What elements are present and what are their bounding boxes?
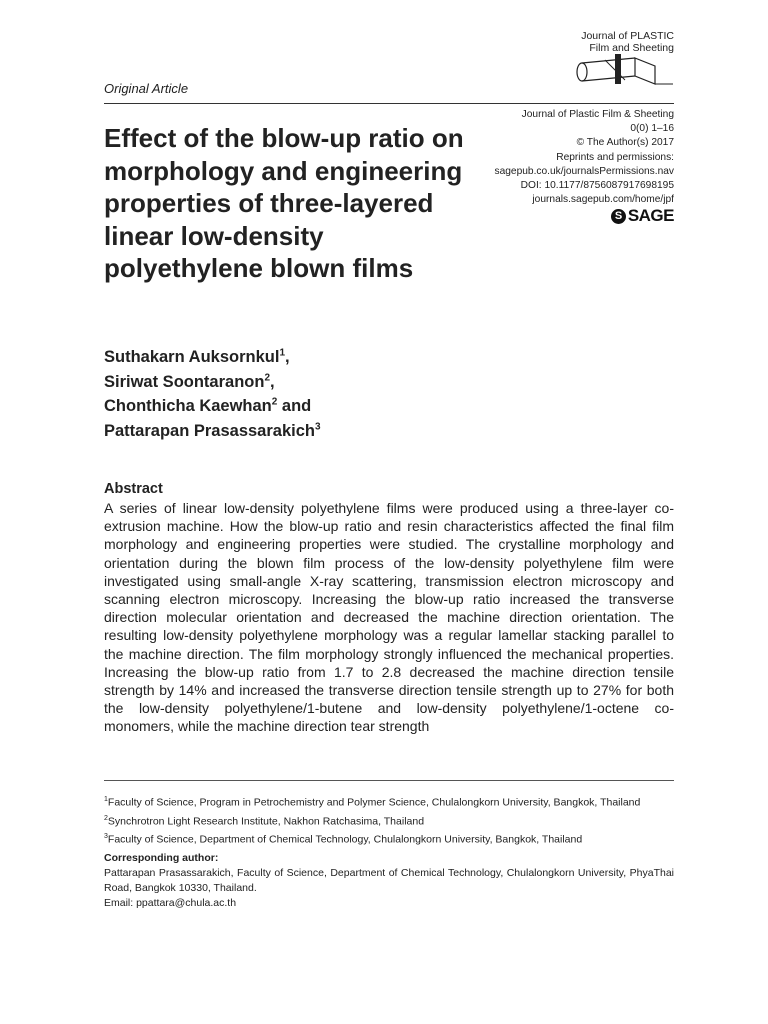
publisher-name: SAGE	[627, 206, 674, 225]
affiliation-1: $^1$Faculty of Science, Program in Petrochemistry and Polymer Science, Chulalongkorn University, Bangkok, Thailand	[104, 796, 641, 809]
journal-logo-graphic	[575, 54, 675, 86]
journal-logo-line-1: Journal of PLASTIC	[581, 30, 674, 42]
corresponding-author-address: Pattarapan Prasassarakich, Faculty of Science, Department of Chemical Technology, Chulalongkorn University, PhyaThai Road, Bangkok 10330, Thailand.	[104, 866, 674, 894]
article-metadata	[494, 108, 674, 207]
footnote-rule	[104, 780, 674, 781]
meta-copyright: © The Author(s) 2017	[576, 137, 674, 149]
affiliation-3: $^3$Faculty of Science, Department of Chemical Technology, Chulalongkorn University, Bangkok, Thailand	[104, 833, 583, 846]
abstract-heading: Abstract	[104, 481, 163, 497]
author-list	[104, 345, 524, 443]
meta-doi[interactable]: DOI: 10.1177/8756087917698195	[520, 180, 674, 192]
article-title: Effect of the blow-up ratio on morphology and engineering properties of three-layered linear low-density polyethylene blown films	[104, 123, 464, 283]
journal-logo-text	[581, 30, 674, 54]
author-3: Chonthicha Kaewhan$^2$ and	[104, 396, 312, 415]
corresponding-author-heading: Corresponding author:	[104, 851, 219, 864]
author-1: Suthakarn Auksornkul$^1$,	[104, 347, 290, 366]
header-rule	[104, 103, 674, 104]
author-4: Pattarapan Prasassarakich$^3$	[104, 421, 321, 440]
meta-journal: Journal of Plastic Film & Sheeting	[521, 109, 674, 120]
journal-logo-line-2: Film and Sheeting	[589, 42, 674, 54]
meta-homepage[interactable]: journals.sagepub.com/home/jpf	[532, 194, 674, 206]
affiliation-2: $^2$Synchrotron Light Research Institute, Nakhon Ratchasima, Thailand	[104, 814, 425, 827]
corresponding-author-email[interactable]: Email: ppattara@chula.ac.th	[104, 896, 237, 909]
meta-reprints: Reprints and permissions:	[556, 151, 674, 163]
meta-volume: 0(0) 1–16	[630, 123, 674, 135]
author-2: Siriwat Soontaranon$^2$,	[104, 372, 275, 391]
footnotes	[104, 792, 674, 911]
article-type: Original Article	[104, 81, 189, 96]
publisher-mark-icon: S	[611, 209, 626, 224]
abstract-text: A series of linear low-density polyethylene films were produced using a three-layer co-extrusion machine. How the blow-up ratio and resin characteristics affected the final film morphology and engineering properties were studied. The crystalline morphology and orientation during the blown film process of the low-density polyethylene film were investigated using small-angle X-ray scattering, transmission electron microscopy and scanning electron microscopy. Increasing the blow-up ratio increased the transverse direction molecular orientation and decreased the machine direction orientation. The resulting low-density polyethylene morphology was a regular lamellar stacking parallel to the machine direction. The film morphology strongly influenced the mechanical properties. Increasing the blow-up ratio from 1.7 to 2.8 decreased the machine direction tensile strength by 14% and increased the transverse direction tensile strength up to 27% for both the low-density polyethylene/1-butene and low-density polyethylene/1-octene co-monomers, while the machine direction tear strength	[104, 500, 674, 735]
publisher-logo	[611, 206, 674, 226]
meta-reprints-url[interactable]: sagepub.co.uk/journalsPermissions.nav	[494, 165, 674, 177]
